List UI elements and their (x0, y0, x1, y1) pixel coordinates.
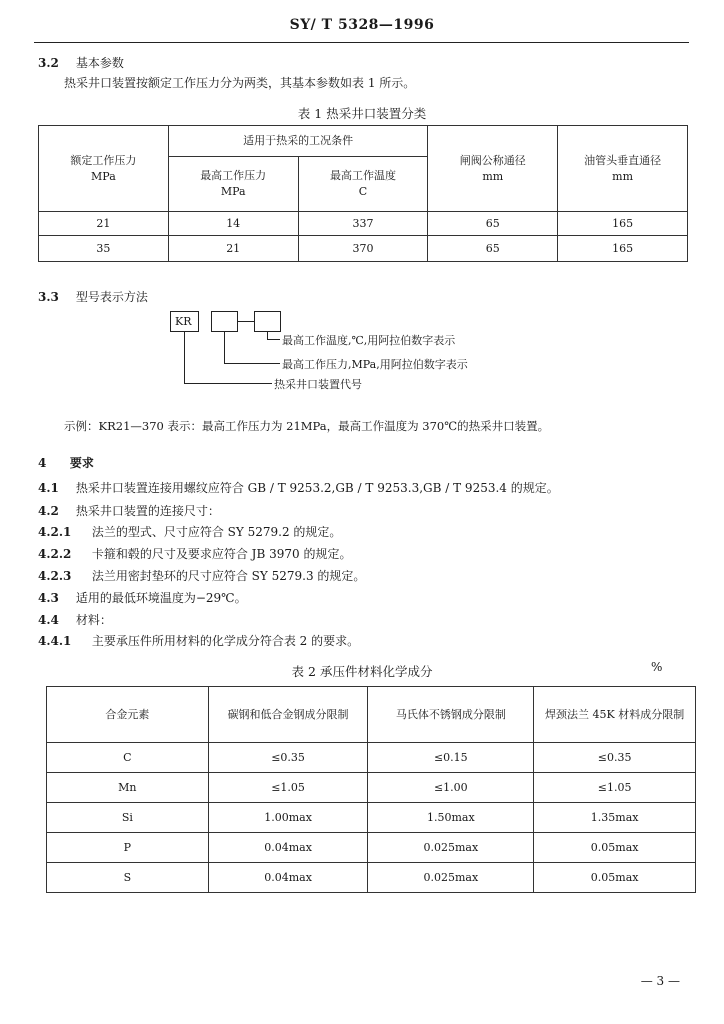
table-header-row (47, 687, 696, 743)
table-cell: 337 (298, 212, 428, 236)
clause-text: 法兰的型式、尺寸应符合 SY 5279.2 的规定。 (91, 525, 342, 539)
clause-text: 主要承压件所用材料的化学成分符合表 2 的要求。 (91, 634, 360, 648)
table-cell: P (47, 833, 209, 863)
table-cell: S (47, 863, 209, 893)
clause-4-4 (38, 611, 112, 628)
table-cell: 165 (558, 236, 688, 262)
clause-number: 4.3 (38, 591, 59, 605)
table-row (39, 212, 688, 236)
table2-header-carbon-steel: 碳钢和低合金钢成分限制 (208, 687, 368, 743)
table-cell: 0.05max (534, 863, 696, 893)
table1-header-tubing-bore (558, 126, 688, 212)
header-unit: C (358, 185, 368, 198)
clause-text: 热采井口装置连接用螺纹应符合 GB / T 9253.2,GB / T 9253.3,GB / T 9253.4 的规定。 (75, 481, 559, 495)
model-example: 示例：KR21—370 表示：最高工作压力为 21MPa，最高工作温度为 370℃的热采井口装置。 (64, 419, 550, 433)
table-cell: 21 (39, 212, 169, 236)
table-cell: 14 (168, 212, 298, 236)
table-row (47, 833, 696, 863)
clause-4-2 (38, 502, 220, 519)
clause-text: 材料： (75, 613, 112, 627)
table-cell: 1.00max (208, 803, 368, 833)
clause-4-3 (38, 589, 247, 606)
table-cell: C (47, 743, 209, 773)
header-line: 额定工作压力 (70, 153, 137, 167)
header-line: 最高工作压力 (200, 169, 267, 183)
label-device-code: 热采井口装置代号 (274, 378, 362, 391)
header-unit: mm (612, 169, 634, 183)
table-row (47, 803, 696, 833)
clause-text: 卡箍和毂的尺寸及要求应符合 JB 3970 的规定。 (91, 547, 352, 561)
table-cell: ≤1.00 (368, 773, 534, 803)
table2-unit: % (651, 660, 663, 674)
table-row (39, 236, 688, 262)
table-cell: 0.05max (534, 833, 696, 863)
table2 (46, 686, 696, 893)
code-prefix: KR (175, 315, 192, 328)
table-cell: 0.025max (368, 833, 534, 863)
table-cell: 0.025max (368, 863, 534, 893)
table-cell: 65 (428, 236, 558, 262)
section-4-heading (38, 454, 94, 471)
table2-header-martensitic: 马氏体不锈钢成分限制 (368, 687, 534, 743)
clause-number: 4.2.2 (38, 547, 72, 561)
section-title: 要求 (69, 456, 94, 470)
header-unit: MPa (91, 169, 116, 183)
table1-header-valve-bore (428, 126, 558, 212)
table1-header-rated-pressure (39, 126, 169, 212)
standard-code: SY/ T 5328—1996 (289, 17, 435, 33)
table-cell: ≤1.05 (208, 773, 368, 803)
section-number: 4 (38, 456, 47, 470)
header-line: 最高工作温度 (329, 169, 396, 183)
table-cell: ≤0.35 (208, 743, 368, 773)
table1 (38, 125, 688, 262)
header-line: 闸阀公称通径 (459, 153, 526, 167)
clause-text: 适用的最低环境温度为−29℃。 (75, 591, 247, 605)
table1-caption: 表 1 热采井口装置分类 (297, 106, 427, 121)
model-code-diagram (170, 310, 530, 392)
section-number: 3.2 (38, 56, 59, 70)
section-3-3-heading (38, 288, 148, 305)
header-rule (34, 42, 689, 43)
clause-4-1 (38, 479, 559, 496)
section-title: 基本参数 (75, 56, 124, 70)
clause-number: 4.4.1 (38, 634, 72, 648)
table-cell: 1.35max (534, 803, 696, 833)
table2-header-weld-neck: 焊颈法兰 45K 材料成分限制 (534, 687, 696, 743)
section-3-2-heading (38, 54, 124, 71)
table2-header-element: 合金元素 (47, 687, 209, 743)
clause-text: 热采井口装置的连接尺寸： (75, 504, 220, 518)
clause-4-2-3 (38, 567, 365, 584)
table-cell: Mn (47, 773, 209, 803)
table-row (47, 773, 696, 803)
table-cell: 65 (428, 212, 558, 236)
clause-number: 4.1 (38, 481, 59, 495)
page-number: — 3 — (640, 974, 680, 988)
label-max-pressure: 最高工作压力,MPa,用阿拉伯数字表示 (282, 358, 468, 371)
table1-header-max-temperature (298, 157, 428, 212)
table-cell: 0.04max (208, 863, 368, 893)
clause-number: 4.4 (38, 613, 59, 627)
table-cell: ≤0.15 (368, 743, 534, 773)
table-cell: 1.50max (368, 803, 534, 833)
label-max-temperature: 最高工作温度,℃,用阿拉伯数字表示 (282, 334, 456, 347)
table-cell: ≤1.05 (534, 773, 696, 803)
table-cell: ≤0.35 (534, 743, 696, 773)
clause-number: 4.2 (38, 504, 59, 518)
section-title: 型号表示方法 (75, 290, 148, 304)
clause-4-2-2 (38, 545, 351, 562)
table-cell: 0.04max (208, 833, 368, 863)
table1-header-max-pressure (168, 157, 298, 212)
table-cell: 35 (39, 236, 169, 262)
section-3-2-text: 热采井口装置按额定工作压力分为两类，其基本参数如表 1 所示。 (64, 76, 416, 90)
clause-number: 4.2.1 (38, 525, 72, 539)
header-unit: mm (482, 169, 504, 183)
header-line: 油管头垂直通径 (584, 153, 662, 167)
table-cell: 21 (168, 236, 298, 262)
table-cell: Si (47, 803, 209, 833)
table-cell: 165 (558, 212, 688, 236)
header-unit: MPa (220, 185, 246, 198)
table-row (47, 743, 696, 773)
table1-header-group: 适用于热采的工况条件 (168, 126, 428, 157)
table2-caption: 表 2 承压件材料化学成分 (291, 664, 433, 679)
clause-number: 4.2.3 (38, 569, 72, 583)
clause-text: 法兰用密封垫环的尺寸应符合 SY 5279.3 的规定。 (91, 569, 366, 583)
table-row (47, 863, 696, 893)
section-number: 3.3 (38, 290, 59, 304)
clause-4-4-1 (38, 632, 359, 649)
clause-4-2-1 (38, 523, 341, 540)
table-cell: 370 (298, 236, 428, 262)
